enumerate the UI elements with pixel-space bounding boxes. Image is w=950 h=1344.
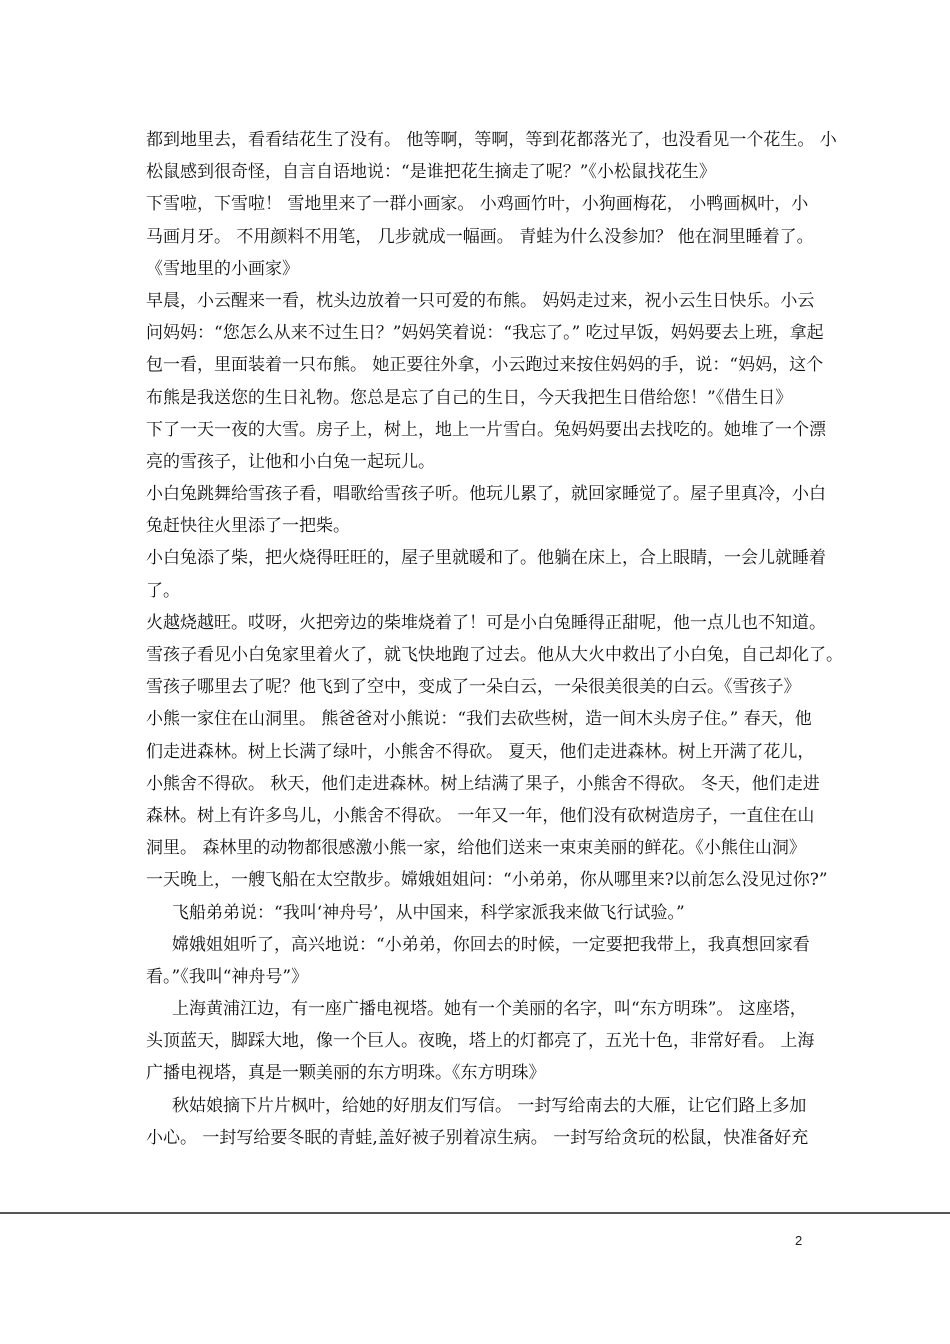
- text-line: 头顶蓝天，脚踩大地，像一个巨人。夜晚，塔上的灯都亮了，五光十色，非常好看。 上海: [146, 1031, 815, 1052]
- text-line: 松鼠感到很奇怪，自言自语地说：“是谁把花生摘走了呢？”《小松鼠找花生》: [146, 162, 716, 183]
- footer-divider: [0, 1212, 950, 1214]
- text-line: 小白兔跳舞给雪孩子看，唱歌给雪孩子听。他玩儿累了，就回家睡觉了。屋子里真冷，小白: [146, 484, 826, 505]
- text-line: 《雪地里的小画家》: [146, 258, 299, 279]
- text-line: 雪孩子看见小白兔家里着火了，就飞快地跑了过去。他从大火中救出了小白兔，自己却化了。: [146, 645, 843, 665]
- text-line: 小熊舍不得砍。 秋天，他们走进森林。树上结满了果子，小熊舍不得砍。 冬天，他们走进: [146, 773, 820, 794]
- text-line: 下雪啦，下雪啦！ 雪地里来了一群小画家。 小鸡画竹叶，小狗画梅花， 小鸭画枫叶，小: [146, 194, 809, 215]
- text-line: 包一看，里面装着一只布熊。 她正要往外拿，小云跑过来按住妈妈的手，说：“妈妈，这个: [146, 355, 824, 376]
- text-line: 雪孩子哪里去了呢？他飞到了空中，变成了一朵白云，一朵很美很美的白云。《雪孩子》: [146, 677, 801, 698]
- text-line: 布熊是我送您的生日礼物。您总是忘了自己的生日，今天我把生日借给您！”《借生日》: [146, 387, 793, 408]
- text-line: 洞里。 森林里的动物都很感激小熊一家，给他们送来一束束美丽的鲜花。《小熊住山洞》: [146, 838, 806, 859]
- text-line: 们走进森林。树上长满了绿叶，小熊舍不得砍。 夏天，他们走进森林。树上开满了花儿，: [146, 741, 815, 762]
- text-line: 小白兔添了柴，把火烧得旺旺的，屋子里就暖和了。他躺在床上，合上眼睛，一会儿就睡着: [146, 548, 826, 569]
- text-line: 上海黄浦江边，有一座广播电视塔。她有一个美丽的名字，叫“东方明珠”。 这座塔，: [172, 999, 807, 1020]
- text-line: 下了一天一夜的大雪。房子上，树上，地上一片雪白。兔妈妈要出去找吃的。她堆了一个漂: [146, 419, 826, 440]
- page-number: 2: [795, 1233, 803, 1248]
- text-line: 一天晚上，一艘飞船在太空散步。嫦娥姐姐问：“小弟弟，你从哪里来?以前怎么没见过你?”: [146, 870, 828, 891]
- text-line: 马画月牙。 不用颜料不用笔， 几步就成一幅画。 青蛙为什么没参加？ 他在洞里睡着了。: [146, 226, 814, 247]
- text-line: 亮的雪孩子，让他和小白兔一起玩儿。: [146, 451, 435, 472]
- text-line: 看。”《我叫“神舟号”》: [146, 966, 309, 987]
- text-line: 兔赶快往火里添了一把柴。: [146, 516, 350, 537]
- text-line: 问妈妈：“您怎么从来不过生日？”妈妈笑着说：“我忘了。” 吃过早饭，妈妈要去上班，拿起: [146, 323, 824, 344]
- text-line: 嫦娥姐姐听了，高兴地说：“小弟弟，你回去的时候，一定要把我带上，我真想回家看: [172, 934, 810, 955]
- text-line: 飞船弟弟说：“我叫‘神舟号’，从中国来，科学家派我来做飞行试验。”: [172, 902, 685, 923]
- text-line: 早晨，小云醒来一看，枕头边放着一只可爱的布熊。 妈妈走过来，祝小云生日快乐。小云: [146, 290, 815, 311]
- text-line: 都到地里去，看看结花生了没有。 他等啊，等啊，等到花都落光了，也没看见一个花生。 小: [146, 130, 837, 150]
- document-body: [146, 124, 843, 1154]
- text-line: 广播电视塔，真是一颗美丽的东方明珠。《东方明珠》: [146, 1063, 546, 1084]
- text-line: 森林。树上有许多鸟儿，小熊舍不得砍。 一年又一年，他们没有砍树造房子，一直住在山: [146, 805, 815, 826]
- text-line: 小熊一家住在山洞里。 熊爸爸对小熊说：“我们去砍些树，造一间木头房子住。” 春天，他: [146, 709, 812, 730]
- text-line: 了。: [146, 580, 180, 601]
- text-line: 秋姑娘摘下片片枫叶，给她的好朋友们写信。 一封写给南去的大雁，让它们路上多加: [172, 1095, 807, 1116]
- text-line: 小心。 一封写给要冬眠的青蛙,盖好被子别着凉生病。 一封写给贪玩的松鼠，快准备好充: [146, 1127, 809, 1148]
- text-line: 火越烧越旺。哎呀，火把旁边的柴堆烧着了！可是小白兔睡得正甜呢，他一点儿也不知道。: [146, 612, 826, 633]
